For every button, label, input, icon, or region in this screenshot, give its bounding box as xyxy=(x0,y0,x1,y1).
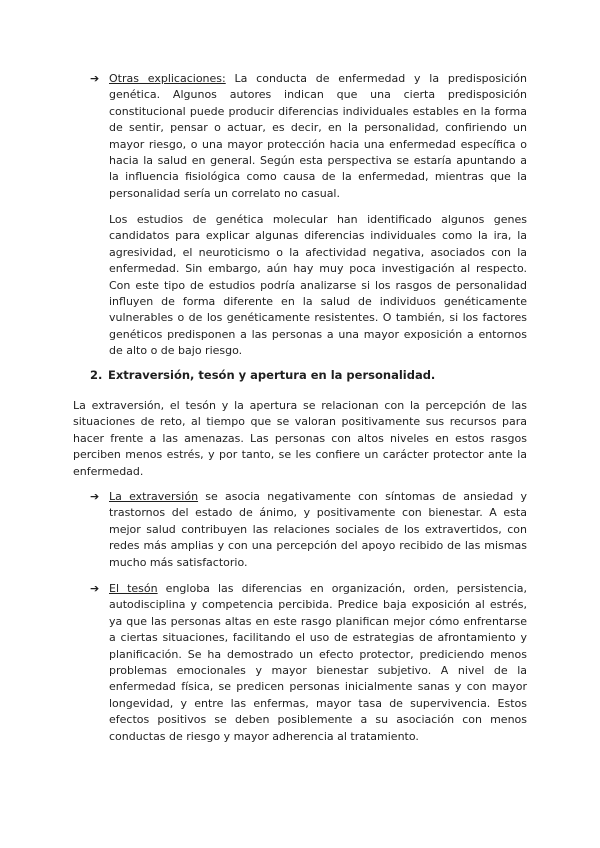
bullet-body-text: engloba las diferencias en organización, orden, persistencia, autodisciplina y competencia percibida. Predice baja exposición al estrés, ya que las personas altas en este rasgo planifican mejor cómo enfrentarse a ciertas situaciones, facilitando el uso de estrategias de afrontamiento y planificación. Se ha demostrado un efecto protector, prediciendo menos problemas emocionales y mayor bienestar subjetivo. A nivel de la enfermedad física, se predicen personas inicialmente sanas y con mayor longevidad, y entre las enfermas, mayor tasa de supervivencia. Estos efectos positivos se deben posiblemente a su asociación con menos conductas de riesgo y mayor adherencia al tratamiento. xyxy=(109,582,527,743)
bullet-text xyxy=(109,71,527,202)
bullet-otras-explicaciones xyxy=(90,71,527,202)
bullet-term: Otras explicaciones: xyxy=(109,72,226,85)
section-title: Extraversión, tesón y apertura en la personalidad. xyxy=(108,368,436,382)
paragraph-text: La extraversión, el tesón y la apertura se relacionan con la percepción de las situaciones de reto, al tiempo que se valoran positivamente sus recursos para hacer frente a las amenazas. Las personas con altos niveles en estos rasgos perciben menos estrés, y por tanto, se les confiere un carácter protector ante la enfermedad. xyxy=(73,399,527,478)
section-heading xyxy=(90,367,527,383)
arrow-bullet-icon: ➔ xyxy=(90,490,100,503)
paragraph-text: Los estudios de genética molecular han identificado algunos genes candidatos para explicar algunas diferencias individuales como la ira, la agresividad, el neuroticismo o la afectividad negativa, asociados con la enfermedad. Sin embargo, aún hay muy poca investigación al respecto. Con este tipo de estudios podría analizarse si los rasgos de personalidad influyen de forma diferente en la salud de individuos genéticamente vulnerables o de los genéticamente resistentes. O también, si los factores genéticos predisponen a las personas a una mayor exposición a entornos de alto o de bajo riesgo. xyxy=(109,213,527,358)
bullet-term: La extraversión xyxy=(109,490,199,503)
paragraph-genetica-molecular xyxy=(109,212,527,360)
bullet-text xyxy=(109,489,527,571)
bullet-extraversion xyxy=(90,489,527,571)
bullet-text xyxy=(109,581,527,745)
bullet-body-text: La conducta de enfermedad y la predisposición genética. Algunos autores indican que una cierta predisposición constitucional puede producir diferencias individuales estables en la forma de sentir, pensar o actuar, es decir, en la personalidad, confiriendo un mayor riesgo, o una mayor protección hacia una enfermedad específica o hacia la salud en general. Según esta perspectiva se estaría apuntando a la influencia fisiológica como causa de la enfermedad, mientras que la personalidad sería un correlato no casual. xyxy=(109,72,527,200)
bullet-term: El tesón xyxy=(109,582,158,595)
arrow-bullet-icon: ➔ xyxy=(90,72,100,85)
arrow-bullet-icon: ➔ xyxy=(90,582,100,595)
paragraph-section2-intro xyxy=(73,398,527,480)
section-number: 2. xyxy=(90,368,103,382)
bullet-teson xyxy=(90,581,527,745)
bullet-body-text: se asocia negativamente con síntomas de ansiedad y trastornos del estado de ánimo, y positivamente con bienestar. A esta mejor salud contribuyen las relaciones sociales de los extravertidos, con redes más amplias y con una percepción del apoyo recibido de las mismas mucho más satisfactorio. xyxy=(109,490,527,569)
